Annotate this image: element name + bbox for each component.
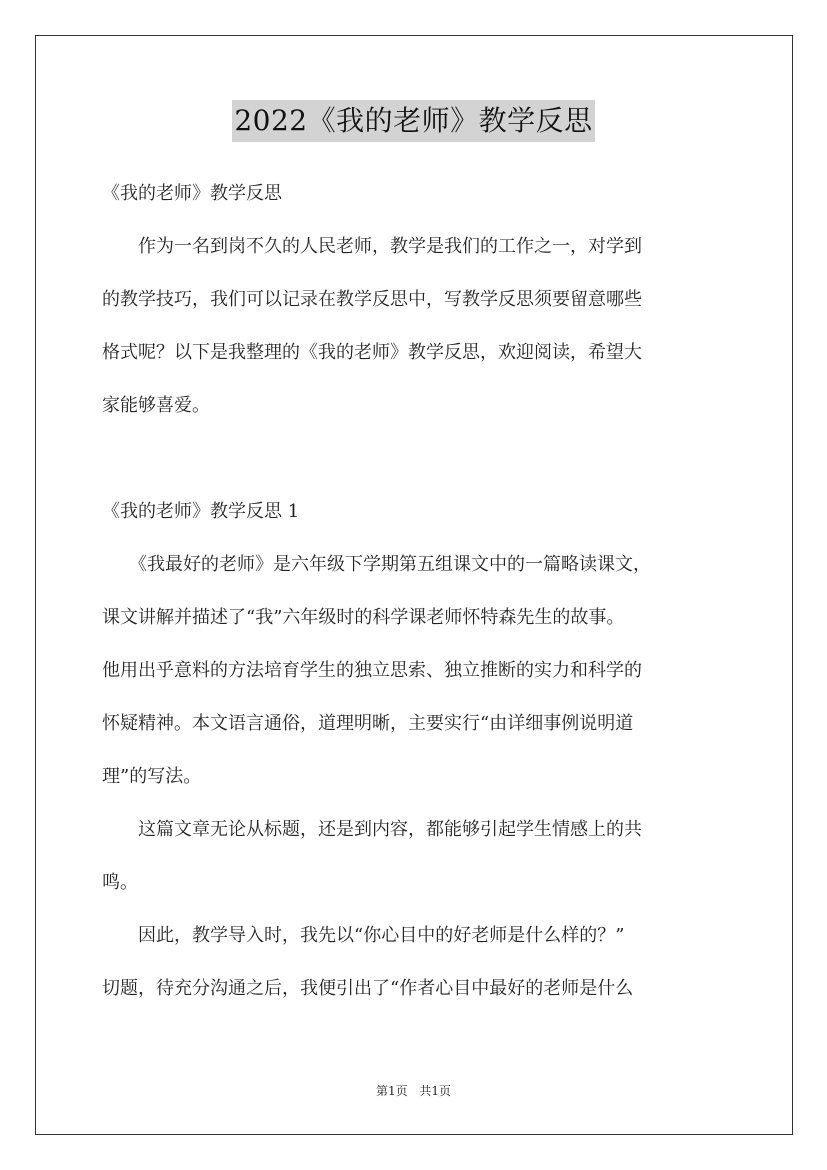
section-heading: 《我的老师》教学反思 [102, 183, 282, 204]
paragraph-line: 格式呢？以下是我整理的《我的老师》教学反思，欢迎阅读，希望大 [102, 342, 642, 363]
paragraph-line: 家能够喜爱。 [102, 395, 210, 416]
paragraph-line: 鸣。 [102, 872, 138, 893]
paragraph-line: 的教学技巧，我们可以记录在教学反思中，写教学反思须要留意哪些 [102, 289, 642, 310]
paragraph-line: 因此，教学导入时，我先以“你心目中的好老师是什么样的？” [102, 925, 625, 946]
page-total: 共1页 [419, 1084, 452, 1098]
paragraph-line: 理”的写法。 [102, 766, 202, 787]
paragraph-line: 切题，待充分沟通之后，我便引出了“作者心目中最好的老师是什么 [102, 978, 634, 999]
document-body [102, 170, 730, 1018]
blank-line [102, 435, 730, 488]
page-footer [0, 1082, 827, 1099]
page-number: 第1页 [375, 1084, 408, 1098]
document-title: 2022《我的老师》教学反思 [232, 100, 594, 142]
paragraph-line: 课文讲解并描述了“我”六年级时的科学课老师怀特森先生的故事。 [102, 607, 625, 628]
paragraph-line: 怀疑精神。本文语言通俗，道理明晰，主要实行“由详细事例说明道 [102, 713, 634, 734]
section-heading: 《我的老师》教学反思 1 [102, 501, 300, 522]
paragraph-line: 《我最好的老师》是六年级下学期第五组课文中的一篇略读课文， [102, 554, 651, 575]
title-container [0, 100, 827, 142]
paragraph-line: 作为一名到岗不久的人民老师，教学是我们的工作之一，对学到 [102, 236, 642, 257]
paragraph-line: 他用出乎意料的方法培育学生的独立思索、独立推断的实力和科学的 [102, 660, 642, 681]
paragraph-line: 这篇文章无论从标题，还是到内容，都能够引起学生情感上的共 [102, 819, 642, 840]
